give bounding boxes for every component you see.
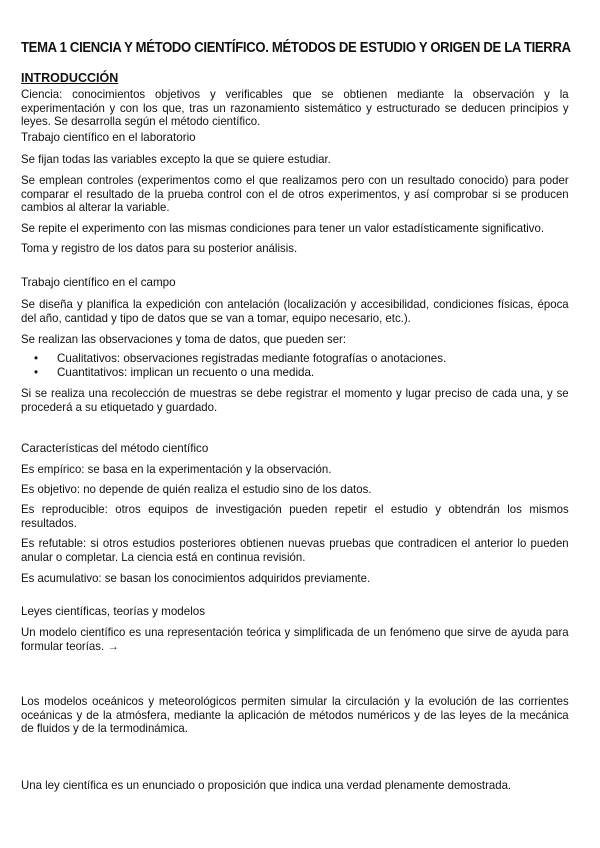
list-item: • Cuantitativos: implican un recuento o una medida. [21,366,577,380]
method-empirico: Es empírico: se basa en la experimentación y la observación. [21,463,332,476]
lab-paragraph-3: Se repite el experimento con las mismas condiciones para tener un valor estadísticamente significativo. [21,222,545,235]
field-paragraph-2: Se realizan las observaciones y toma de datos, que pueden ser: [21,333,347,346]
method-acumulativo: Es acumulativo: se basan los conocimientos adquiridos previamente. [21,572,371,585]
laws-paragraph-modelos-oceanicos: Los modelos oceánicos y meteorológicos permiten simular la circulación y la evolución de las corrientes oceánicas y de la atmósfera, mediante la aplicación de métodos numéricos y de las leyes de la mecánica de fluidos y de la termodinámica. [21,695,569,736]
subheading-method: Características del método científico [21,441,209,455]
subheading-laws: Leyes científicas, teorías y modelos [21,604,206,618]
intro-paragraph: Ciencia: conocimientos objetivos y verificables que se obtienen mediante la observación y la experimentación y con los que, tras un razonamiento sistemático y estructurado se deducen principios y leyes. Se desarrolla según el método científico. [21,88,569,129]
lab-paragraph-2: Se emplean controles (experimentos como el que realizamos pero con un resultado conocido) para poder comparar el resultado de la prueba control con el de otros experimentos, y así comprobar si se producen cambios al alterar la variable. [21,174,569,215]
laws-paragraph-ley: Una ley científica es un enunciado o proposición que indica una verdad plenamente demostrada. [21,779,512,792]
field-paragraph-3: Si se realiza una recolección de muestras se debe registrar el momento y lugar preciso de cada una, y se procederá a su etiquetado y guardado. [21,387,569,414]
data-types-list [21,352,577,379]
lab-paragraph-4: Toma y registro de los datos para su posterior análisis. [21,242,298,255]
list-item: • Cualitativos: observaciones registradas mediante fotografías o anotaciones. [21,352,577,366]
document-title: TEMA 1 CIENCIA Y MÉTODO CIENTÍFICO. MÉTODOS DE ESTUDIO Y ORIGEN DE LA TIERRA [21,39,571,56]
method-objetivo: Es objetivo: no depende de quién realiza el estudio sino de los datos. [21,483,372,496]
subheading-field: Trabajo científico en el campo [21,275,176,289]
section-heading-introduccion: INTRODUCCIÓN [21,71,119,85]
laws-paragraph-modelo: Un modelo científico es una representación teórica y simplificada de un fenómeno que sirve de ayuda para formular teorías. → [21,626,569,653]
lab-paragraph-1: Se fijan todas las variables excepto la que se quiere estudiar. [21,153,331,166]
method-refutable: Es refutable: si otros estudios posteriores obtienen nuevas pruebas que contradicen el anterior lo pueden anular o completar. La ciencia está en continua revisión. [21,537,569,564]
method-reproducible: Es reproducible: otros equipos de investigación pueden repetir el estudio y obtendrán los mismos resultados. [21,503,569,530]
field-paragraph-1: Se diseña y planifica la expedición con antelación (localización y accesibilidad, condiciones físicas, época del año, cantidad y tipo de datos que se van a tomar, equipo necesario, etc.). [21,298,569,325]
subheading-lab: Trabajo científico en el laboratorio [21,130,196,144]
